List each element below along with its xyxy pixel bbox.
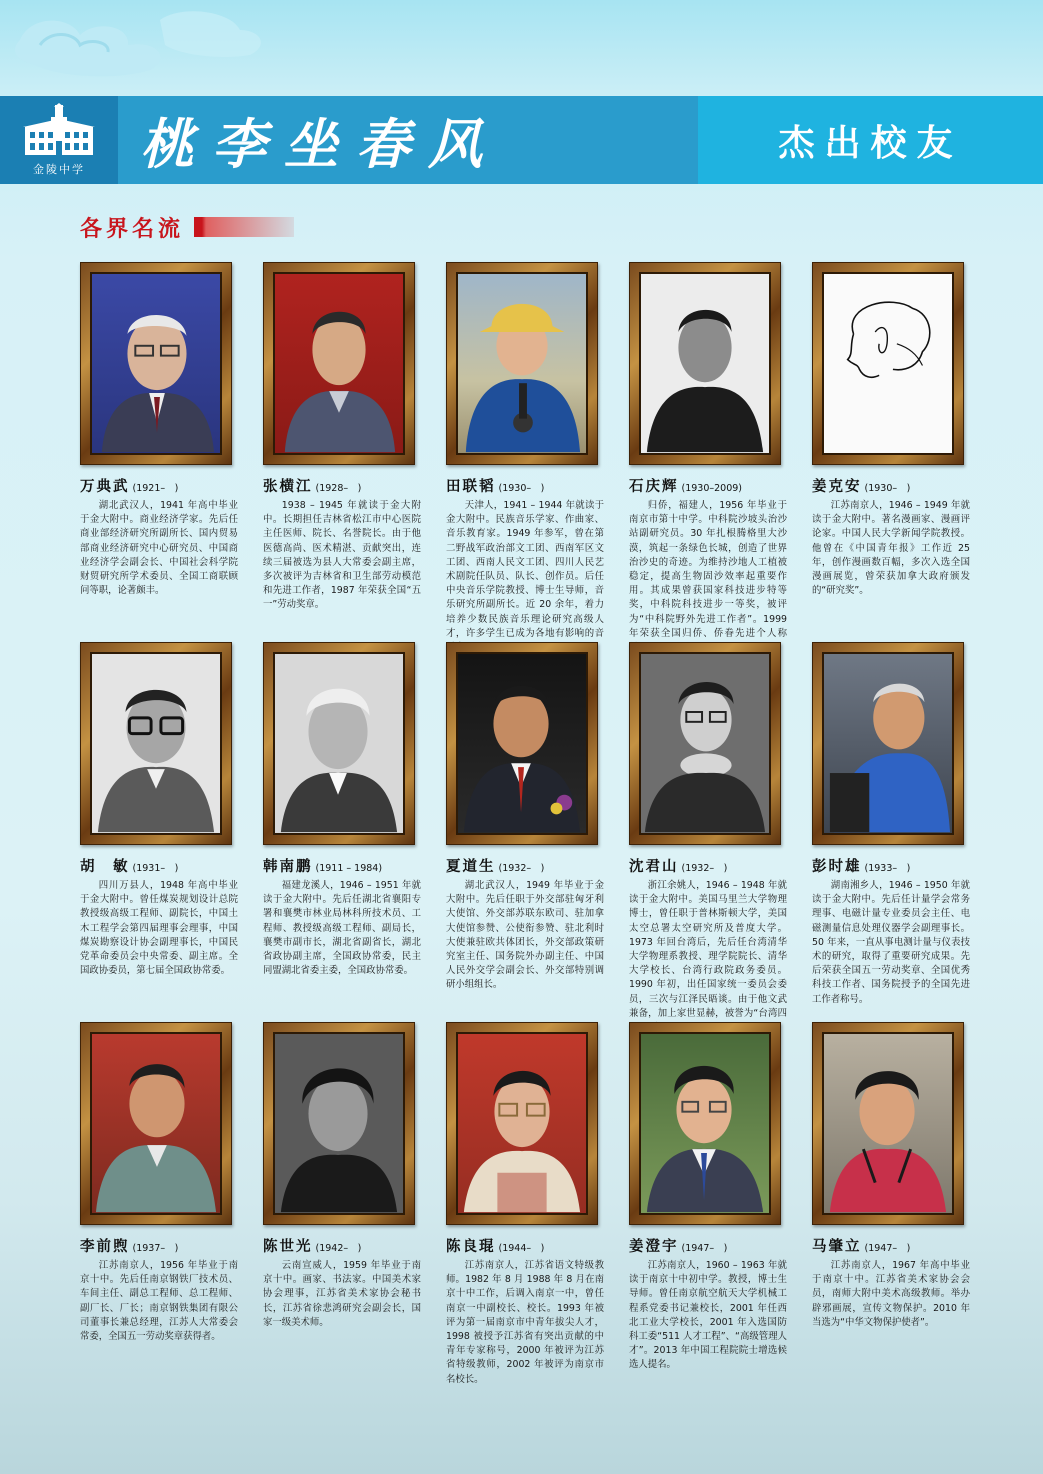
alumni-card <box>446 1022 604 1387</box>
alumni-years: (1921– ) <box>132 483 179 494</box>
caricature-sketch <box>824 274 952 453</box>
alumni-card <box>263 642 421 978</box>
alumni-name: 姜克安 <box>812 478 862 495</box>
portrait-photo <box>822 1032 954 1215</box>
portrait-photo <box>822 652 954 835</box>
portrait-frame <box>812 1022 964 1225</box>
alumni-years: (1931– ) <box>132 863 179 874</box>
alumni-bio: 江苏南京人，1956 年毕业于南京十中。先后任南京钢铁厂技术员、车间主任、副总工程师、总工程师、副厂长、厂长；南京钢铁集团有限公司董事长兼总经理，江苏人大常委会常委，全国五一劳动奖章获得者。 <box>80 1260 238 1343</box>
portrait-frame <box>263 642 415 845</box>
portrait-photo <box>456 652 588 835</box>
page-subtitle: 杰出校友 <box>778 121 963 164</box>
portrait-frame <box>80 1022 232 1225</box>
alumni-years: (1930– ) <box>498 483 545 494</box>
portrait-photo <box>90 1032 222 1215</box>
alumni-bio: 湖北武汉人，1941 年高中毕业于金大附中。商业经济学家。先后任商业部经济研究所副所长、国内贸易部商业经济研究中心研究员、中国商业经济学会副会长、中国社会科学院财贸研究所学术委员、全国工商联顾问等职，论著颇丰。 <box>80 500 238 597</box>
portrait-frame <box>80 262 232 465</box>
alumni-years: (1947– ) <box>681 1243 728 1254</box>
alumni-bio: 四川万县人，1948 年高中毕业于金大附中。曾任煤炭规划设计总院教授级高级工程师、副院长，中国土木工程学会第四届理事会理事，中国煤炭勘察设计协会副理事长，中国民党革命委员会中央常委、副主席。全国政协委员，第七届全国政协常委。 <box>80 880 238 977</box>
portrait-frame <box>629 1022 781 1225</box>
alumni-years: (1944– ) <box>498 1243 545 1254</box>
portrait-photo <box>639 1032 771 1215</box>
alumni-name: 张横江 <box>263 478 313 495</box>
portrait-frame <box>629 642 781 845</box>
alumni-years: (1930– ) <box>864 483 911 494</box>
portrait-frame <box>80 642 232 845</box>
portrait-photo <box>273 1032 405 1215</box>
alumni-name: 马肇立 <box>812 1238 862 1255</box>
alumni-card <box>446 262 604 655</box>
alumni-card <box>263 1022 421 1330</box>
alumni-card <box>629 642 787 1035</box>
portrait-frame <box>446 642 598 845</box>
alumni-name: 韩南鹏 <box>263 858 313 875</box>
alumni-bio: 江苏南京人，1946 – 1949 年就读于金大附中。著名漫画家、漫画评论家。中国人民大学新闻学院教授。他曾在《中国青年报》工作近 25 年，创作漫画数百幅，多次入选全国漫画展览，曾荣获加拿大政府颁发的“研究奖”。 <box>812 500 970 597</box>
section-heading-text: 各界名流 <box>80 215 185 242</box>
alumni-bio: 天津人，1941 – 1944 年就读于金大附中。民族音乐学家、作曲家、音乐教育家。1949 年参军，曾在第二野战军政治部文工团、西南军区文工团、西南人民文工团、四川人民艺术剧院任队员、队长、创作员。后任中央音乐学院教授、博士生导师，音乐研究所副所长。近 20 余年，着力培养少数民族音乐理论研究高级人才，许多学生已成为各地有影响的音 <box>446 500 604 639</box>
portrait-photo <box>639 652 771 835</box>
portrait-photo <box>273 272 405 455</box>
alumni-card <box>80 262 238 598</box>
alumni-card <box>812 262 970 598</box>
alumni-bio: 浙江余姚人，1946 – 1948 年就读于金大附中。美国马里兰大学物理博士，曾任职于普林斯顿大学，美国太空总署太空研究所及普度大学。1973 年回台湾后，先后任台湾清华大学物理系教授、理学院院长、清华大学校长、台湾行政院政务委员。1990 年初，出任国家统一委员会委员，三次与江泽民晤谈。由于他文武兼备，加上家世显赫，被誉为“台湾四 <box>629 880 787 1019</box>
alumni-bio: 江苏南京人，1967 年高中毕业于南京十中。江苏省美术家协会会员，南师大附中美术高级教师。举办辟邪画展，宣传文物保护。2010 年当选为“中华文物保护使者”。 <box>812 1260 970 1328</box>
alumni-bio: 江苏南京人，江苏省语文特级教师。1982 年 8 月 1988 年 8 月在南京十中工作，后调入南京一中，曾任南京一中副校长、校长。1993 年被评为第一届南京市中青年拔尖人才，1998 被授予江苏省有突出贡献的中青年专家称号，2000 年被评为江苏省特级教师，2002 年被评为南京市名校长。 <box>446 1260 604 1385</box>
alumni-years: (1928– ) <box>315 483 362 494</box>
portrait-frame <box>812 262 964 465</box>
alumni-bio: 江苏南京人，1960 – 1963 年就读于南京十中初中学。教授，博士生导师。曾任南京航空航天大学机械工程系党委书记兼校长，2001 年任西北工业大学校长，2001 年入选国防科工委“511 人才工程”、“高级管理人才”。2013 年中国工程院院士增选候选人提名。 <box>629 1260 787 1371</box>
alumni-name: 田联韬 <box>446 478 496 495</box>
alumni-years: (1911 – 1984) <box>315 863 383 874</box>
portrait-photo <box>90 272 222 455</box>
alumni-bio: 湖北武汉人，1949 年毕业于金大附中。先后任职于外交部驻匈牙利大使馆、外交部苏联东欧司、驻加拿大使馆参赞、公使衔参赞、驻北利时大使兼驻欧共体团长，外交部政策研究室主任、国务院外办副主任、中国人民外交学会副会长、外交部特别调研小组组长。 <box>446 880 604 991</box>
alumni-years: (1947– ) <box>864 1243 911 1254</box>
alumni-card <box>629 1022 787 1373</box>
portrait-frame <box>446 1022 598 1225</box>
alumni-name: 胡 敏 <box>80 858 130 875</box>
alumni-name: 沈君山 <box>629 858 679 875</box>
alumni-card <box>80 642 238 978</box>
alumni-card <box>812 1022 970 1330</box>
alumni-name: 陈良琨 <box>446 1238 496 1255</box>
alumni-name: 夏道生 <box>446 858 496 875</box>
alumni-bio: 福建龙溪人，1946 – 1951 年就读于金大附中。先后任湖北省襄阳专署和襄樊市林业局林科所技术员、工程师、教授级高级工程师、副局长，襄樊市副市长，湖北省副省长，湖北省政协副主席，全国政协常委，民主同盟湖北省委主委，全国政协常委。 <box>263 880 421 977</box>
alumni-name: 姜澄宇 <box>629 1238 679 1255</box>
alumni-card <box>629 262 787 655</box>
alumni-name: 彭时雄 <box>812 858 862 875</box>
alumni-years: (1930–2009) <box>681 483 743 494</box>
portrait-photo <box>273 652 405 835</box>
alumni-years: (1937– ) <box>132 1243 179 1254</box>
alumni-card <box>80 1022 238 1344</box>
alumni-bio: 归侨，福建人，1956 年毕业于南京市第十中学。中科院沙坡头治沙站副研究员。30 年扎根腾格里大沙漠，筑起一条绿色长城，创造了世界治沙史的奇迹。为维持沙地人工植被稳定，提高生物固沙效率起重要作用。其成果曾获国家科技进步特等奖，中科院科技进步一等奖，被评为“中科院野外先进工作者”。1999 年荣获全国归侨、侨眷先进个人称 <box>629 500 787 639</box>
portrait-photo <box>90 652 222 835</box>
alumni-years: (1942– ) <box>315 1243 362 1254</box>
alumni-card <box>812 642 970 1007</box>
alumni-bio: 云南宣威人，1959 年毕业于南京十中。画家、书法家。中国美术家协会理事，江苏省美术家协会秘书长，江苏省徐悲鸿研究会副会长，国家一级美术师。 <box>263 1260 421 1328</box>
page-title: 桃李坐春风 <box>140 111 500 176</box>
portrait-photo <box>639 272 771 455</box>
portrait-photo <box>822 272 954 455</box>
portrait-frame <box>263 262 415 465</box>
portrait-frame <box>629 262 781 465</box>
portrait-frame <box>446 262 598 465</box>
logo-caption: 金陵中学 <box>33 163 85 176</box>
alumni-years: (1933– ) <box>864 863 911 874</box>
alumni-years: (1932– ) <box>681 863 728 874</box>
alumni-years: (1932– ) <box>498 863 545 874</box>
portrait-frame <box>263 1022 415 1225</box>
alumni-card <box>446 642 604 993</box>
portrait-frame <box>812 642 964 845</box>
portrait-photo <box>456 272 588 455</box>
alumni-card <box>263 262 421 613</box>
alumni-name: 李前煦 <box>80 1238 130 1255</box>
alumni-bio: 1938 – 1945 年就读于金大附中。长期担任吉林省松江市中心医院主任医师、院长、名誉院长。由于他医德高尚、医术精湛、贡献突出，连续三届被选为县人大常委会副主席，多次被评为吉林省和卫生部劳动模范和先进工作者，1987 年荣获全国“五一”劳动奖章。 <box>263 500 421 611</box>
alumni-bio: 湖南湘乡人，1946 – 1950 年就读于金大附中。先后任计量学会常务理事、电磁计量专业委员会主任、电磁测量信息处理仪器学会副理事长。50 年来，一直从事电测计量与仪表技术的研究，取得了重要研究成果。先后荣获全国五一劳动奖章、全国优秀科技工作者、国务院授予的全国先进工作者称号。 <box>812 880 970 1005</box>
portrait-photo <box>456 1032 588 1215</box>
alumni-name: 万典武 <box>80 478 130 495</box>
alumni-name: 陈世光 <box>263 1238 313 1255</box>
alumni-name: 石庆辉 <box>629 478 679 495</box>
